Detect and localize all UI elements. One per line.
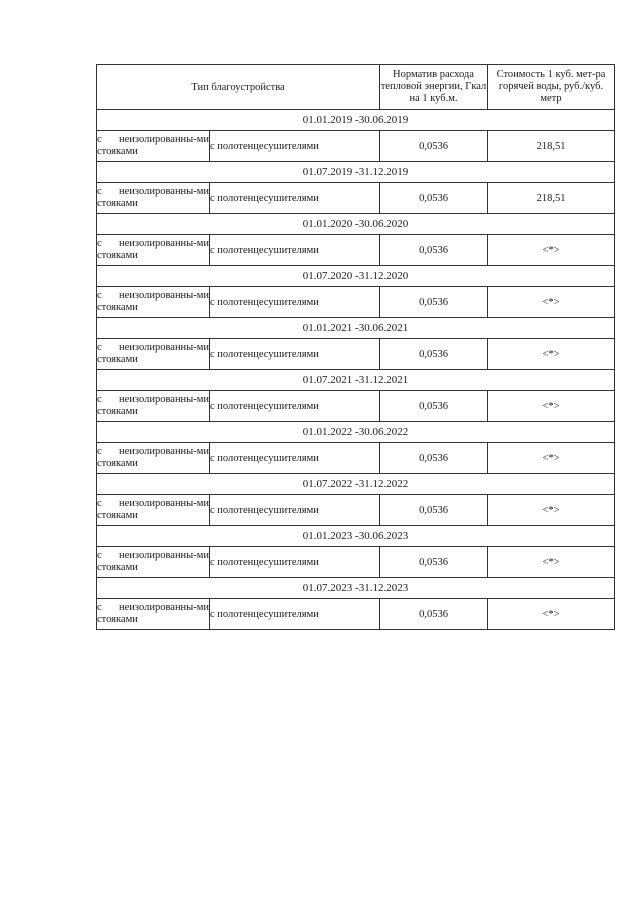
period-row xyxy=(97,578,615,599)
period-label: 01.01.2023 -30.06.2023 xyxy=(97,526,615,547)
period-row xyxy=(97,162,615,183)
period-label: 01.07.2019 -31.12.2019 xyxy=(97,162,615,183)
period-row xyxy=(97,370,615,391)
cell-norm: 0,0536 xyxy=(380,183,488,214)
cell-dryer-type: с полотенцесушителями xyxy=(210,599,380,630)
tariff-table xyxy=(96,64,615,630)
period-label: 01.01.2022 -30.06.2022 xyxy=(97,422,615,443)
cell-riser-type: с неизолированны-ми стояками xyxy=(97,183,210,214)
period-row xyxy=(97,266,615,287)
table-row xyxy=(97,495,615,526)
period-label: 01.07.2020 -31.12.2020 xyxy=(97,266,615,287)
cell-cost: <*> xyxy=(488,547,615,578)
cell-dryer-type: с полотенцесушителями xyxy=(210,287,380,318)
cell-dryer-type: с полотенцесушителями xyxy=(210,183,380,214)
cell-riser-type: с неизолированны-ми стояками xyxy=(97,391,210,422)
cell-dryer-type: с полотенцесушителями xyxy=(210,495,380,526)
table-row xyxy=(97,391,615,422)
table-row xyxy=(97,443,615,474)
period-row xyxy=(97,474,615,495)
cell-norm: 0,0536 xyxy=(380,443,488,474)
cell-norm: 0,0536 xyxy=(380,495,488,526)
cell-norm: 0,0536 xyxy=(380,547,488,578)
cell-riser-type: с неизолированны-ми стояками xyxy=(97,287,210,318)
cell-norm: 0,0536 xyxy=(380,391,488,422)
cell-dryer-type: с полотенцесушителями xyxy=(210,131,380,162)
period-row xyxy=(97,110,615,131)
cell-riser-type: с неизолированны-ми стояками xyxy=(97,495,210,526)
cell-riser-type: с неизолированны-ми стояками xyxy=(97,443,210,474)
period-label: 01.01.2021 -30.06.2021 xyxy=(97,318,615,339)
cell-norm: 0,0536 xyxy=(380,339,488,370)
cell-norm: 0,0536 xyxy=(380,235,488,266)
cell-norm: 0,0536 xyxy=(380,131,488,162)
cell-cost: <*> xyxy=(488,287,615,318)
cell-riser-type: с неизолированны-ми стояками xyxy=(97,547,210,578)
table-row xyxy=(97,183,615,214)
period-label: 01.07.2022 -31.12.2022 xyxy=(97,474,615,495)
cell-riser-type: с неизолированны-ми стояками xyxy=(97,235,210,266)
cell-dryer-type: с полотенцесушителями xyxy=(210,391,380,422)
cell-cost: <*> xyxy=(488,391,615,422)
cell-dryer-type: с полотенцесушителями xyxy=(210,547,380,578)
period-row xyxy=(97,422,615,443)
period-label: 01.01.2019 -30.06.2019 xyxy=(97,110,615,131)
header-type: Тип благоустройства xyxy=(97,65,380,110)
period-label: 01.07.2021 -31.12.2021 xyxy=(97,370,615,391)
period-row xyxy=(97,526,615,547)
period-row xyxy=(97,318,615,339)
cell-riser-type: с неизолированны-ми стояками xyxy=(97,131,210,162)
cell-norm: 0,0536 xyxy=(380,599,488,630)
table-body xyxy=(97,110,615,630)
table-row xyxy=(97,235,615,266)
cell-dryer-type: с полотенцесушителями xyxy=(210,235,380,266)
period-label: 01.01.2020 -30.06.2020 xyxy=(97,214,615,235)
cell-cost: <*> xyxy=(488,599,615,630)
cell-dryer-type: с полотенцесушителями xyxy=(210,339,380,370)
cell-norm: 0,0536 xyxy=(380,287,488,318)
table-row xyxy=(97,339,615,370)
table-row xyxy=(97,547,615,578)
table-row xyxy=(97,287,615,318)
cell-riser-type: с неизолированны-ми стояками xyxy=(97,599,210,630)
cell-cost: 218,51 xyxy=(488,183,615,214)
header-norm: Норматив расхода тепловой энергии, Гкал на 1 куб.м. xyxy=(380,65,488,110)
cell-dryer-type: с полотенцесушителями xyxy=(210,443,380,474)
period-label: 01.07.2023 -31.12.2023 xyxy=(97,578,615,599)
header-cost: Стоимость 1 куб. мет-ра горячей воды, руб./куб. метр xyxy=(488,65,615,110)
cell-cost: 218,51 xyxy=(488,131,615,162)
header-row xyxy=(97,65,615,110)
cell-cost: <*> xyxy=(488,495,615,526)
cell-riser-type: с неизолированны-ми стояками xyxy=(97,339,210,370)
cell-cost: <*> xyxy=(488,235,615,266)
cell-cost: <*> xyxy=(488,339,615,370)
table-row xyxy=(97,599,615,630)
cell-cost: <*> xyxy=(488,443,615,474)
table-row xyxy=(97,131,615,162)
period-row xyxy=(97,214,615,235)
